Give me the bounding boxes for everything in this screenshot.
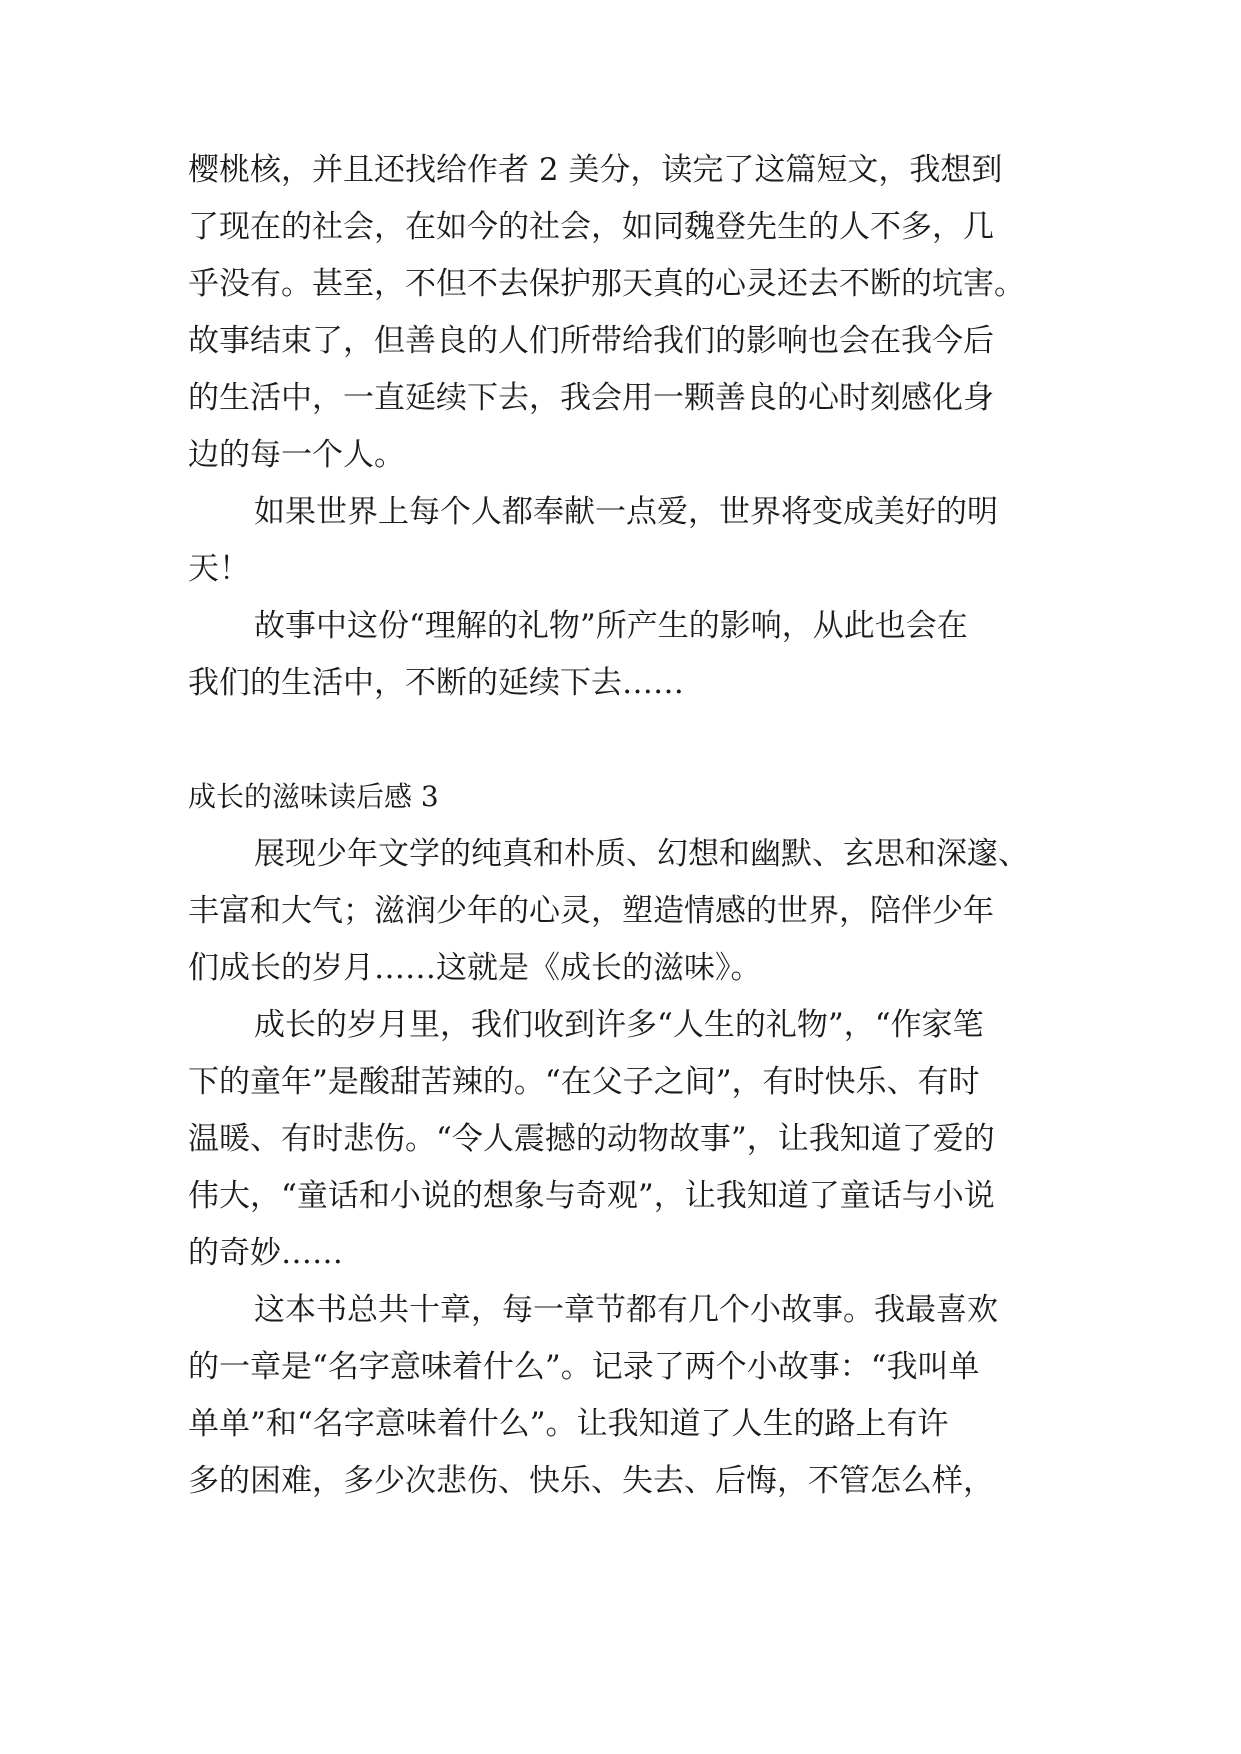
document-page: 樱桃核，并且还找给作者 2 美分，读完了这篇短文，我想到 了现在的社会，在如今的社会，如同魏登先生的人不多，几 乎没有。甚至，不但不去保护那天真的心灵还去不断的坑害。 故事结束了，但善良的人们所带给我们的影响也会在我今后 的生活中，一直延续下去，我会用一颗善良的心时刻感化身 边的每一个人。 如果世界上每个人都奉献一点爱，世界将变成美好的明 天！ 故事中这份“理解的礼物”所产生的影响，从此也会在 我们的生活中，不断的延续下去…… 成长的滋味读后感 3 展现少年文学的纯真和朴质、幻想和幽默、玄思和深邃、 丰富和大气；滋润少年的心灵，塑造情感的世界，陪伴少年 们成长的岁月……这就是《成长的滋味》。 成长的岁月里，我们收到许多“人生的礼物”，“作家笔 下的童年”是酸甜苦辣的。“在父子之间”，有时快乐、有时 温暖、有时悲伤。“令人震撼的动物故事”，让我知道了爱的 伟大，“童话和小说的想象与奇观”，让我知道了童话与小说 的奇妙…… 这本书总共十章，每一章节都有几个小故事。我最喜欢 的一章是“名字意味着什么”。记录了两个小故事：“我叫单 单单”和“名字意味着什么”。让我知道了人生的路上有许 多的困难，多少次悲伤、快乐、失去、后悔，不管怎么样， <box>188 152 1029 1499</box>
